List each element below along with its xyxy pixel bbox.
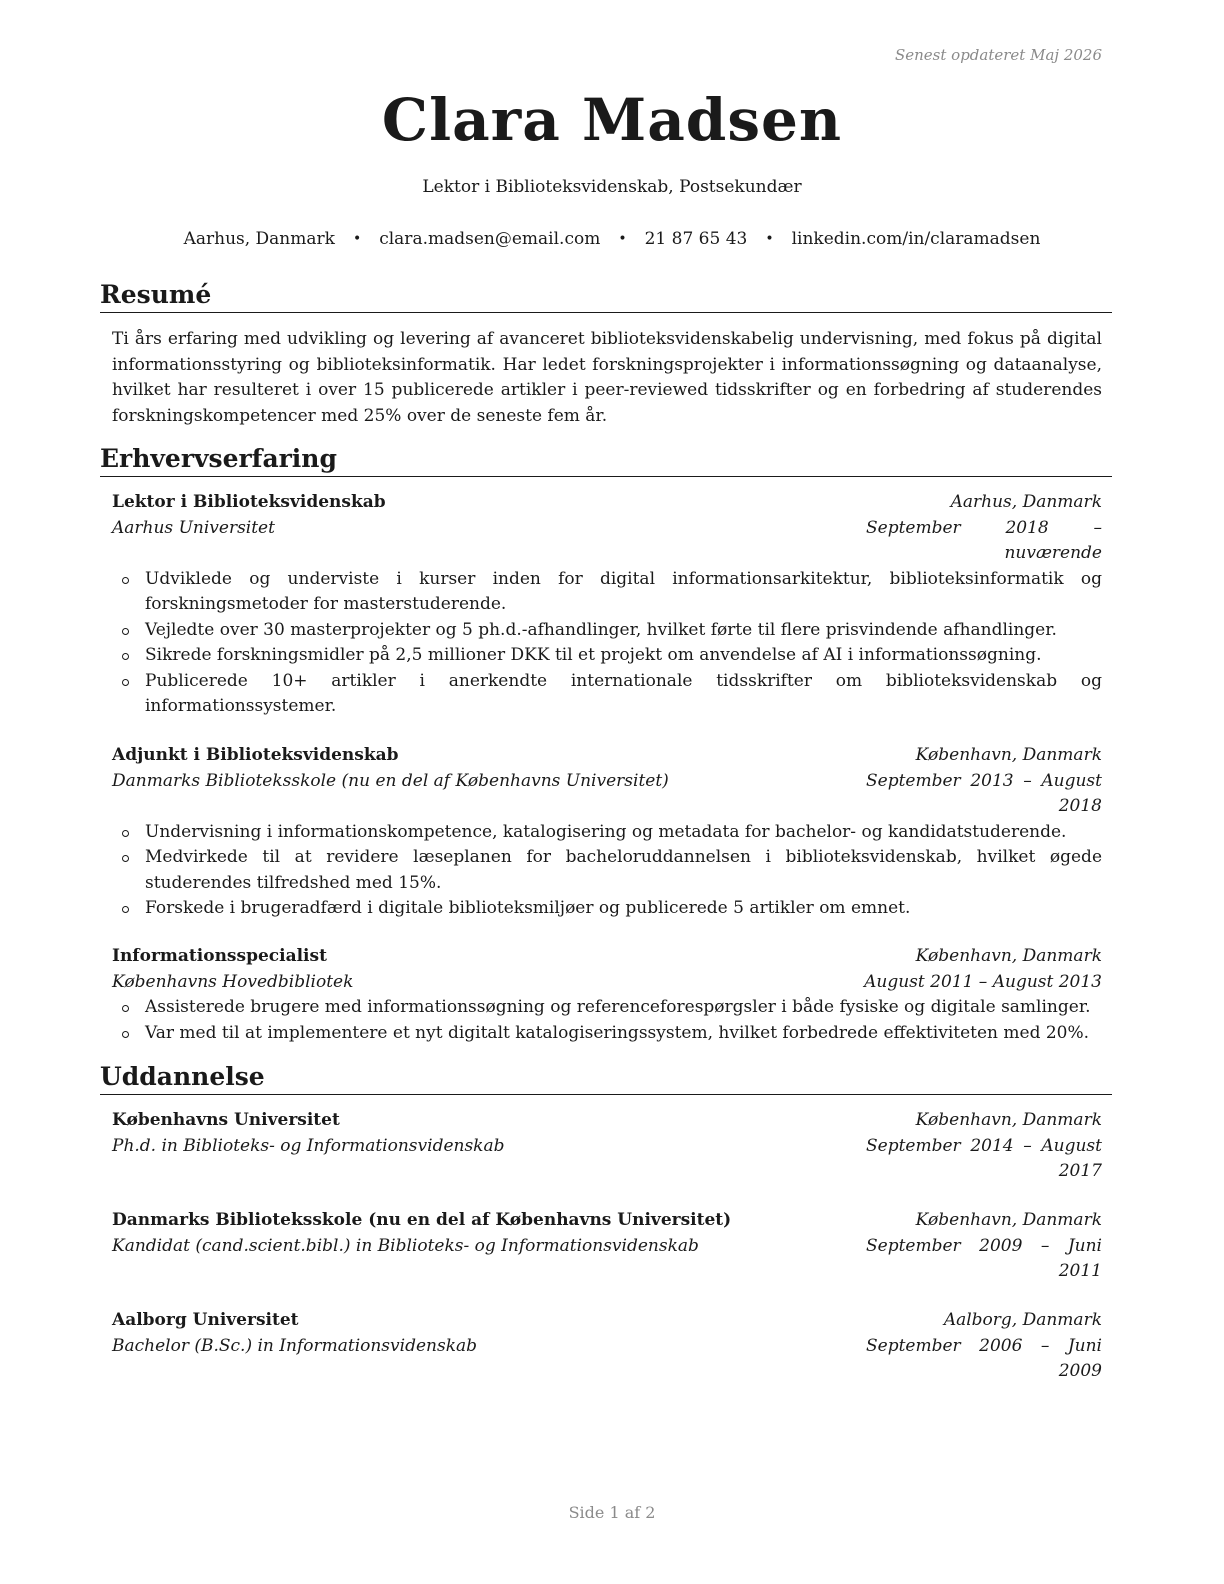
degree-name: Bachelor (B.Sc.) in Informationsvidenskab	[112, 1335, 478, 1356]
job-bullet: Var med til at implementere et nyt digitalt katalogiseringssystem, hvilket forbedrede effektiviteten med 20%.	[112, 1021, 1102, 1047]
education-dates: September 2006 – Juni 2009	[866, 1335, 1102, 1381]
job-dates: August 2011 – August 2013	[864, 971, 1102, 992]
job-dates: September 2018 – nuværende	[866, 517, 1102, 563]
school-location: København, Danmark	[915, 1210, 1102, 1230]
job-location: København, Danmark	[915, 946, 1102, 966]
page-number: Side 1 af 2	[568, 1503, 656, 1522]
contact-separator: •	[618, 231, 627, 247]
job-title: Adjunkt i Biblioteksvidenskab	[112, 745, 399, 765]
job-organization: Københavns Hovedbibliotek	[112, 971, 354, 992]
degree-name: Kandidat (cand.scient.bibl.) in Biblioteks- og Informationsvidenskab	[112, 1235, 699, 1256]
education-entry	[112, 1308, 1102, 1385]
school-location: København, Danmark	[915, 1110, 1102, 1130]
summary-text: Ti års erfaring med udvikling og levering af avanceret biblioteksvidenskabelig undervisning, med fokus på digital informationsstyring og biblioteksinformatik. Har ledet forskningsprojekter i informationssøgning og dataanalyse, hvilket har resulteret i over 15 publicerede artikler i peer-reviewed tidsskrifter og en forbedring af studerendes forskningskompetencer med 25% over de seneste fem år.	[112, 329, 1102, 426]
education-entry	[112, 1208, 1102, 1285]
section-title-experience: Erhvervserfaring	[100, 444, 1112, 477]
job-bullet: Assisterede brugere med informationssøgning og referenceforespørgsler i både fysiske og digitale samlinger.	[112, 995, 1102, 1021]
job-organization: Aarhus Universitet	[112, 517, 275, 538]
contact-line	[0, 229, 1224, 249]
degree-name: Ph.d. in Biblioteks- og Informationsvidenskab	[112, 1135, 505, 1156]
job-bullet: Udviklede og underviste i kurser inden for digital informationsarkitektur, biblioteksinformatik og forskningsmetoder for masterstuderende.	[112, 567, 1102, 618]
job-location: Aarhus, Danmark	[950, 492, 1102, 512]
school-name: Aalborg Universitet	[112, 1310, 299, 1330]
job-bullet: Publicerede 10+ artikler i anerkendte internationale tidsskrifter om biblioteksvidenskab og informationssystemer.	[112, 669, 1102, 720]
contact-linkedin[interactable]: linkedin.com/in/claramadsen	[791, 229, 1041, 249]
candidate-title: Lektor i Biblioteksvidenskab, Postsekundær	[422, 177, 802, 197]
contact-separator: •	[352, 231, 362, 247]
contact-email[interactable]: clara.madsen@email.com	[379, 229, 601, 249]
education-entry	[112, 1108, 1102, 1185]
last-updated-note: Senest opdateret Maj 2026	[894, 46, 1102, 64]
section-title-education: Uddannelse	[100, 1062, 1112, 1095]
job-dates: September 2013 – August 2018	[866, 770, 1102, 816]
experience-entry	[112, 944, 1102, 1046]
job-organization: Danmarks Biblioteksskole (nu en del af Københavns Universitet)	[112, 770, 669, 791]
school-name: Danmarks Biblioteksskole (nu en del af Københavns Universitet)	[112, 1210, 732, 1230]
education-dates: September 2014 – August 2017	[866, 1135, 1102, 1181]
school-location: Aalborg, Danmark	[943, 1310, 1102, 1330]
school-name: Københavns Universitet	[112, 1110, 340, 1130]
job-title: Informationsspecialist	[112, 946, 327, 966]
contact-location: Aarhus, Danmark	[183, 229, 335, 249]
contact-separator: •	[765, 231, 774, 247]
experience-entry	[112, 743, 1102, 922]
contact-phone: 21 87 65 43	[644, 229, 748, 249]
job-location: København, Danmark	[915, 745, 1102, 765]
job-bullet: Sikrede forskningsmidler på 2,5 millioner DKK til et projekt om anvendelse af AI i informationssøgning.	[112, 643, 1102, 669]
job-title: Lektor i Biblioteksvidenskab	[112, 492, 386, 512]
job-bullet: Undervisning i informationskompetence, katalogisering og metadata for bachelor- og kandidatstuderende.	[112, 820, 1102, 846]
job-bullet: Vejledte over 30 masterprojekter og 5 ph.d.-afhandlinger, hvilket førte til flere prisvindende afhandlinger.	[112, 618, 1102, 644]
section-title-summary: Resumé	[100, 280, 1112, 313]
education-dates: September 2009 – Juni 2011	[866, 1235, 1102, 1281]
candidate-name: Clara Madsen	[381, 86, 843, 154]
job-bullet: Forskede i brugeradfærd i digitale biblioteksmiljøer og publicerede 5 artikler om emnet.	[112, 896, 1102, 922]
job-bullet: Medvirkede til at revidere læseplanen for bacheloruddannelsen i biblioteksvidenskab, hvilket øgede studerendes tilfredshed med 15%.	[112, 845, 1102, 896]
experience-entry	[112, 490, 1102, 720]
